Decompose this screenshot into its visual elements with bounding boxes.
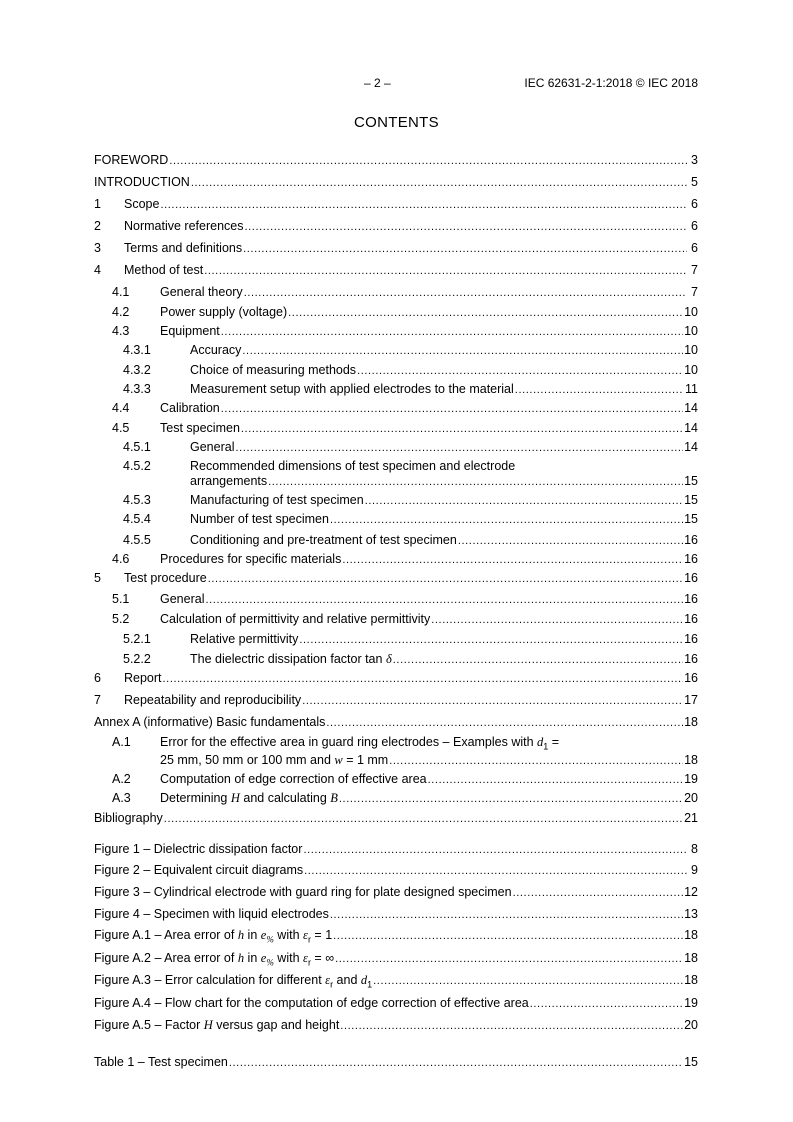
toc-entry[interactable] xyxy=(94,714,698,730)
dot-leader xyxy=(221,323,683,340)
dot-leader xyxy=(204,262,687,279)
toc-entry-number: A.3 xyxy=(112,791,131,805)
page-ref[interactable]: 18 xyxy=(684,715,698,729)
toc-entry[interactable] xyxy=(94,362,698,378)
toc-entry[interactable] xyxy=(94,692,698,708)
page-ref[interactable]: 18 xyxy=(684,928,698,942)
dot-leader xyxy=(163,670,684,687)
toc-entry-title: Manufacturing of test specimen xyxy=(190,493,364,507)
toc-entry-title: Procedures for specific materials xyxy=(160,552,342,566)
page-ref[interactable]: 8 xyxy=(691,842,698,856)
page-ref[interactable]: 16 xyxy=(684,592,698,606)
toc-entry-title: FOREWORD xyxy=(94,153,169,167)
toc-entry-title: Relative permittivity xyxy=(190,632,299,646)
figure-entry[interactable] xyxy=(94,1017,698,1033)
dot-leader xyxy=(244,284,687,301)
toc-entry-title: Scope xyxy=(124,197,160,211)
page-ref[interactable]: 14 xyxy=(684,421,698,435)
toc-entry-number: 4.2 xyxy=(112,305,130,319)
table-entry[interactable] xyxy=(94,1054,698,1070)
dot-leader xyxy=(339,790,683,807)
toc-entry-title: Calculation of permittivity and relative permittivity xyxy=(160,612,431,626)
dot-leader xyxy=(241,420,683,437)
figure-entry-title: Figure 4 – Specimen with liquid electrodes xyxy=(94,907,329,921)
dot-leader xyxy=(205,591,683,608)
dot-leader xyxy=(299,631,683,648)
page-ref[interactable]: 15 xyxy=(684,1055,698,1069)
dot-leader xyxy=(335,950,683,967)
toc-entry-title: Bibliography xyxy=(94,811,163,825)
page-ref[interactable]: 11 xyxy=(685,382,698,396)
toc-entry-title: Test procedure xyxy=(124,571,207,585)
toc-entry-number: 4.1 xyxy=(112,285,130,299)
page-ref[interactable]: 16 xyxy=(684,671,698,685)
toc-entry-number: 4.6 xyxy=(112,552,130,566)
page-ref[interactable]: 15 xyxy=(684,493,698,507)
toc-entry-number: 4.4 xyxy=(112,401,130,415)
toc-entry-number: 4.3 xyxy=(112,324,130,338)
delta-symbol: δ xyxy=(385,652,392,666)
toc-entry-number: 2 xyxy=(94,219,101,233)
dot-leader xyxy=(268,473,683,490)
toc-entry[interactable] xyxy=(94,511,698,527)
toc-entry[interactable] xyxy=(94,196,698,212)
dot-leader xyxy=(229,1054,683,1071)
toc-entry-number: 4.5.5 xyxy=(123,533,151,547)
toc-entry-number: 5 xyxy=(94,571,101,585)
toc-entry[interactable] xyxy=(94,439,698,455)
toc-entry[interactable] xyxy=(94,400,698,416)
dot-leader xyxy=(164,810,683,827)
toc-entry[interactable] xyxy=(94,458,698,474)
toc-entry-number: 4.3.3 xyxy=(123,382,151,396)
dot-leader xyxy=(458,532,683,549)
table-entry-title: Table 1 – Test specimen xyxy=(94,1055,228,1069)
toc-entry-title: Normative references xyxy=(124,219,244,233)
toc-entry[interactable] xyxy=(94,492,698,508)
page-ref[interactable]: 18 xyxy=(684,951,698,965)
dot-leader xyxy=(373,972,683,989)
page-ref[interactable]: 14 xyxy=(684,401,698,415)
toc-entry-title: Conditioning and pre-treatment of test specimen xyxy=(190,533,457,547)
page-ref[interactable]: 10 xyxy=(684,324,698,338)
figure-entry[interactable] xyxy=(94,950,698,966)
page-ref[interactable]: 5 xyxy=(691,175,698,189)
toc-entry-number: 3 xyxy=(94,241,101,255)
toc-entry-continuation[interactable] xyxy=(94,473,698,489)
figure-entry[interactable] xyxy=(94,906,698,922)
toc-entry[interactable] xyxy=(94,591,698,607)
dot-leader xyxy=(303,841,687,858)
page-ref[interactable]: 7 xyxy=(691,263,698,277)
dot-leader xyxy=(304,862,687,879)
dot-leader xyxy=(342,551,683,568)
page-ref[interactable]: 16 xyxy=(684,632,698,646)
toc-entry-title: Measurement setup with applied electrodes to the material xyxy=(190,382,514,396)
page-ref[interactable]: 6 xyxy=(691,219,698,233)
page-ref[interactable]: 15 xyxy=(684,512,698,526)
page-ref[interactable]: 7 xyxy=(691,285,698,299)
dot-leader xyxy=(302,692,683,709)
toc-entry[interactable] xyxy=(94,771,698,787)
figure-entry-title: Figure A.4 – Flow chart for the computation of edge correction of effective area xyxy=(94,996,529,1010)
page-ref[interactable]: 10 xyxy=(684,343,698,357)
toc-entry-number: 4 xyxy=(94,263,101,277)
dot-leader xyxy=(221,400,683,417)
dot-leader xyxy=(389,752,683,769)
toc-entry-title-cont: 25 mm, 50 mm or 100 mm and w = 1 mm xyxy=(160,753,389,767)
dot-leader xyxy=(530,995,683,1012)
figure-entry[interactable] xyxy=(94,927,698,943)
dot-leader xyxy=(243,240,687,257)
toc-entry[interactable] xyxy=(94,174,698,190)
page-ref[interactable]: 10 xyxy=(684,363,698,377)
figure-entry-title: Figure A.5 – Factor H versus gap and height xyxy=(94,1018,340,1032)
dot-leader xyxy=(245,218,688,235)
toc-entry-title: General xyxy=(160,592,205,606)
page-ref[interactable]: 16 xyxy=(684,571,698,585)
document-id: IEC 62631-2-1:2018 © IEC 2018 xyxy=(524,76,698,90)
page-ref[interactable]: 20 xyxy=(684,791,698,805)
page-ref[interactable]: 6 xyxy=(691,197,698,211)
toc-entry-number: 4.5.1 xyxy=(123,440,151,454)
toc-entry-title: INTRODUCTION xyxy=(94,175,190,189)
dot-leader xyxy=(288,304,683,321)
page-ref[interactable]: 20 xyxy=(684,1018,698,1032)
page-ref[interactable]: 19 xyxy=(684,996,698,1010)
figure-entry-title: Figure A.1 – Area error of h in $e_{\%}$ with $\varepsilon_r = 1$ xyxy=(94,928,333,945)
dot-leader xyxy=(333,927,683,944)
dot-leader xyxy=(515,381,684,398)
page-ref[interactable]: 21 xyxy=(684,811,698,825)
page-ref[interactable]: 18 xyxy=(684,753,698,767)
page-ref[interactable]: 9 xyxy=(691,863,698,877)
toc-entry-title: Method of test xyxy=(124,263,204,277)
toc-entry-number: 4.5.4 xyxy=(123,512,151,526)
page-ref[interactable]: 6 xyxy=(691,241,698,255)
dot-leader xyxy=(330,906,683,923)
toc-entry[interactable] xyxy=(94,631,698,647)
toc-entry-title: Error for the effective area in guard ring electrodes – Examples with $d_1$ = xyxy=(160,735,560,752)
figure-entry[interactable] xyxy=(94,972,698,988)
toc-entry[interactable] xyxy=(94,670,698,686)
dot-leader xyxy=(326,714,683,731)
toc-entry-title: Repeatability and reproducibility xyxy=(124,693,302,707)
figure-entry[interactable] xyxy=(94,841,698,857)
toc-entry[interactable] xyxy=(94,240,698,256)
toc-entry[interactable] xyxy=(94,304,698,320)
toc-entry-continuation[interactable] xyxy=(94,752,698,768)
figure-entry-title: Figure A.3 – Error calculation for different $\varepsilon_r$ and $d_1$ xyxy=(94,973,373,990)
page-number: – 2 – xyxy=(364,76,391,90)
dot-leader xyxy=(393,651,683,668)
toc-entry-number: 4.5.3 xyxy=(123,493,151,507)
toc-entry-title: Recommended dimensions of test specimen and electrode xyxy=(190,459,516,473)
toc-entry-title: Terms and definitions xyxy=(124,241,243,255)
toc-entry-title: Test specimen xyxy=(160,421,240,435)
toc-entry[interactable] xyxy=(94,532,698,548)
page-ref[interactable]: 16 xyxy=(684,533,698,547)
dot-leader xyxy=(160,196,687,213)
toc-entry-number: A.1 xyxy=(112,735,131,749)
dot-leader xyxy=(191,174,687,191)
page-ref[interactable]: 10 xyxy=(684,305,698,319)
toc-entry-number: 5.2.2 xyxy=(123,652,151,666)
dot-leader xyxy=(340,1017,683,1034)
page-ref[interactable]: 19 xyxy=(684,772,698,786)
contents-title: CONTENTS xyxy=(354,114,439,131)
toc-entry-number: 6 xyxy=(94,671,101,685)
page-ref[interactable]: 17 xyxy=(684,693,698,707)
page-ref[interactable]: 16 xyxy=(684,612,698,626)
toc-entry-title: General xyxy=(190,440,235,454)
toc-entry[interactable] xyxy=(94,611,698,627)
toc-entry[interactable] xyxy=(94,651,698,667)
toc-entry[interactable] xyxy=(94,790,698,806)
dot-leader xyxy=(242,342,683,359)
page-ref[interactable]: 13 xyxy=(684,907,698,921)
dot-leader xyxy=(431,611,683,628)
toc-entry-number: 1 xyxy=(94,197,101,211)
figure-entry[interactable] xyxy=(94,884,698,900)
toc-entry-title: Determining H and calculating B xyxy=(160,791,338,805)
dot-leader xyxy=(513,884,684,901)
toc-entry-number: 5.2.1 xyxy=(123,632,151,646)
toc-entry-title: Computation of edge correction of effective area xyxy=(160,772,427,786)
dot-leader xyxy=(428,771,683,788)
toc-entry-number: 4.3.1 xyxy=(123,343,151,357)
toc-entry-title: Report xyxy=(124,671,162,685)
toc-entry[interactable] xyxy=(94,152,698,168)
page-ref[interactable]: 16 xyxy=(684,652,698,666)
page-header xyxy=(94,76,698,92)
toc-entry-number: A.2 xyxy=(112,772,131,786)
toc-entry[interactable] xyxy=(94,284,698,300)
page-ref[interactable]: 15 xyxy=(684,474,698,488)
toc-entry-title: Accuracy xyxy=(190,343,242,357)
toc-entry[interactable] xyxy=(94,262,698,278)
toc-entry-title-cont: arrangements xyxy=(190,474,268,488)
toc-entry-title: Power supply (voltage) xyxy=(160,305,288,319)
figure-entry-title: Figure 3 – Cylindrical electrode with guard ring for plate designed specimen xyxy=(94,885,512,899)
toc-entry-title: Calibration xyxy=(160,401,220,415)
toc-entry-title: Equipment xyxy=(160,324,220,338)
toc-entry-number: 4.5.2 xyxy=(123,459,151,473)
dot-leader xyxy=(357,362,683,379)
figure-entry-title: Figure 1 – Dielectric dissipation factor xyxy=(94,842,303,856)
toc-entry[interactable] xyxy=(94,218,698,234)
figure-entry-title: Figure 2 – Equivalent circuit diagrams xyxy=(94,863,304,877)
toc-entry[interactable] xyxy=(94,551,698,567)
dot-leader xyxy=(235,439,683,456)
toc-entry[interactable] xyxy=(94,810,698,826)
toc-entry-number: 5.2 xyxy=(112,612,130,626)
toc-entry[interactable] xyxy=(94,734,698,750)
toc-entry-number: 7 xyxy=(94,693,101,707)
page-ref[interactable]: 16 xyxy=(684,552,698,566)
toc-entry-title: Annex A (informative) Basic fundamentals xyxy=(94,715,326,729)
dot-leader xyxy=(330,511,683,528)
toc-entry-number: 4.3.2 xyxy=(123,363,151,377)
dot-leader xyxy=(208,570,683,587)
figure-entry-title: Figure A.2 – Area error of h in $e_{\%}$ with $\varepsilon_r$ = ∞ xyxy=(94,951,335,968)
toc-entry-number: 5.1 xyxy=(112,592,130,606)
page-ref[interactable]: 3 xyxy=(691,153,698,167)
toc-entry[interactable] xyxy=(94,570,698,586)
toc-entry-title: Choice of measuring methods xyxy=(190,363,357,377)
figure-entry[interactable] xyxy=(94,862,698,878)
page-ref[interactable]: 18 xyxy=(684,973,698,987)
toc-entry-number: 4.5 xyxy=(112,421,130,435)
toc-entry-title: The dielectric dissipation factor tan δ xyxy=(190,652,392,666)
page-ref[interactable]: 12 xyxy=(684,885,698,899)
figure-entry[interactable] xyxy=(94,995,698,1011)
dot-leader xyxy=(169,152,687,169)
toc-entry[interactable] xyxy=(94,342,698,358)
toc-entry[interactable] xyxy=(94,381,698,397)
toc-entry[interactable] xyxy=(94,323,698,339)
dot-leader xyxy=(365,492,683,509)
toc-entry[interactable] xyxy=(94,420,698,436)
toc-entry-title: Number of test specimen xyxy=(190,512,329,526)
toc-entry-title: General theory xyxy=(160,285,243,299)
page-ref[interactable]: 14 xyxy=(684,440,698,454)
